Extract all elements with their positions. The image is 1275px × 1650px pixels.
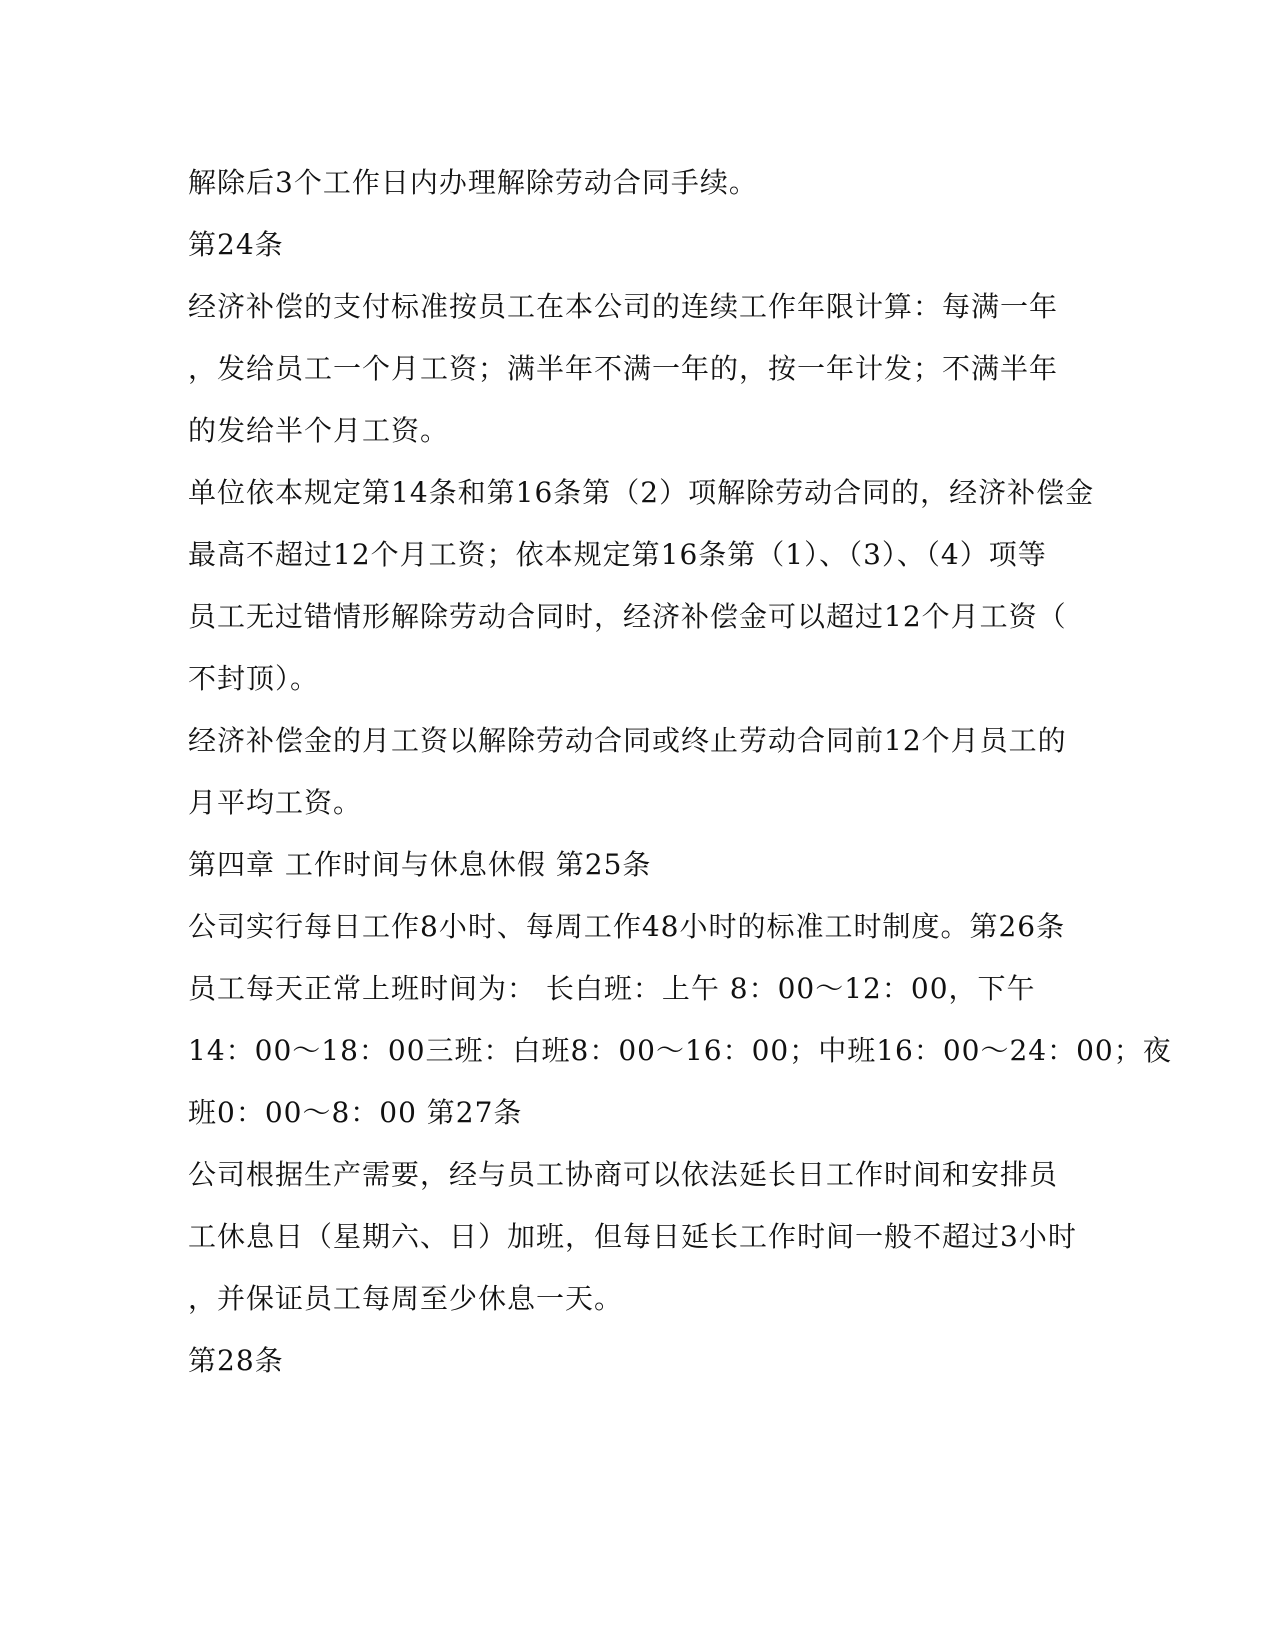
text-line: 解除后3个工作日内办理解除劳动合同手续。	[188, 166, 758, 199]
text-line: 单位依本规定第14条和第16条第（2）项解除劳动合同的，经济补偿金	[188, 476, 1095, 509]
text-line: ，并保证员工每周至少休息一天。	[188, 1282, 624, 1315]
text-line: 公司根据生产需要，经与员工协商可以依法延长日工作时间和安排员	[188, 1158, 1059, 1191]
text-line: 14：00～18：00三班：白班8：00～16：00；中班16：00～24：00；夜	[188, 1034, 1172, 1067]
article-heading: 第24条	[188, 228, 284, 261]
text-line: 最高不超过12个月工资；依本规定第16条第（1）、（3）、（4）项等	[188, 538, 1047, 571]
text-line: 经济补偿的支付标准按员工在本公司的连续工作年限计算：每满一年	[188, 290, 1059, 323]
text-line: 的发给半个月工资。	[188, 414, 450, 447]
text-line: 工休息日（星期六、日）加班，但每日延长工作时间一般不超过3小时	[188, 1220, 1077, 1253]
text-line: 月平均工资。	[188, 786, 363, 819]
chapter-heading: 第四章 工作时间与休息休假 第25条	[188, 848, 652, 881]
text-line: ，发给员工一个月工资；满半年不满一年的，按一年计发；不满半年	[188, 352, 1059, 385]
text-line: 班0：00～8：00 第27条	[188, 1096, 523, 1129]
text-line: 员工每天正常上班时间为： 长白班：上午 8：00～12：00，下午	[188, 972, 1036, 1005]
text-line: 公司实行每日工作8小时、每周工作48小时的标准工时制度。第26条	[188, 910, 1066, 943]
text-line: 经济补偿金的月工资以解除劳动合同或终止劳动合同前12个月员工的	[188, 724, 1067, 757]
article-heading: 第28条	[188, 1344, 284, 1377]
text-line: 不封顶）。	[188, 662, 320, 695]
text-line: 员工无过错情形解除劳动合同时，经济补偿金可以超过12个月工资（	[188, 600, 1067, 633]
